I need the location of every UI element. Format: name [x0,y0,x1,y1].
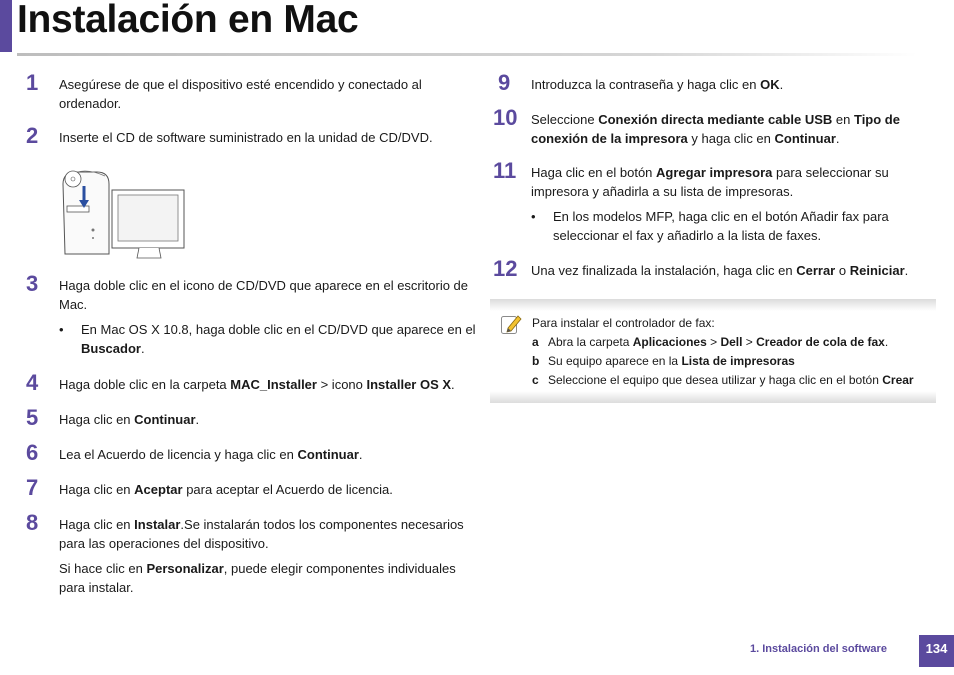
bold-term: Reiniciar [849,263,905,278]
page-title: Instalación en Mac [17,0,359,41]
text-run: En Mac OS X 10.8, haga doble clic en el CD/DVD que aparece en el [81,322,476,337]
step-number: 2 [26,123,39,148]
text-run: . [779,77,784,92]
step-bullet [531,208,931,245]
bold-term: Buscador [81,340,141,356]
text-run: Haga clic en [59,482,135,497]
note-intro: Para instalar el controlador de fax: [532,316,715,330]
text-run: para seleccionar su impresora y añadirla a su lista de impresoras. [531,165,889,199]
step-text [59,129,479,148]
text-run: Si hace clic en [59,561,147,576]
step-3 [26,271,479,358]
text-run: . [195,412,200,427]
text-run: . [884,335,889,349]
step-text [59,446,479,465]
bold-term: Aplicaciones [632,335,707,349]
note-item-c [532,371,914,390]
bold-term: Aceptar [134,482,183,497]
step-number: 10 [493,105,518,130]
text-run: . [451,377,455,392]
bold-term: Creador de cola de fax [756,335,885,349]
text-run: Seleccione [531,112,599,127]
text-run: > [742,335,757,349]
step-text [59,516,479,553]
step-text [59,76,479,113]
note-pencil-icon [500,313,522,335]
note-item-text [548,354,795,368]
bold-term: Installer OS X [366,377,452,392]
text-run: > [706,335,721,349]
note-item-b [532,352,914,371]
bold-term: Lista de impresoras [681,354,795,368]
step-number: 9 [498,70,511,95]
text-run: Haga clic en [59,412,135,427]
text-run: . [140,340,145,356]
text-run: Lea el Acuerdo de licencia y haga clic en [59,447,298,462]
note-item-text [548,373,914,387]
note-item-letter: b [532,354,540,368]
text-run: . [904,263,909,278]
step-number: 11 [493,158,517,183]
bold-term: Tipo de conexión de la impresora [531,112,900,146]
note-item-text [548,335,888,349]
cd-insert-illustration [57,162,187,260]
fax-driver-note [490,299,936,403]
step-4 [26,370,479,395]
bold-term: Cerrar [796,263,836,278]
step-text [531,164,931,201]
step-2 [26,123,479,148]
note-content [532,314,914,390]
title-divider [17,53,917,56]
step-note-paragraph [59,560,479,597]
step-number: 3 [26,271,39,296]
bold-term: Crear [882,373,914,387]
text-run: o [835,263,850,278]
page-number: 134 [919,635,954,667]
step-1 [26,70,479,113]
step-11 [493,158,931,245]
text-run: Una vez finalizada la instalación, haga clic en [531,263,797,278]
step-number: 8 [26,510,39,535]
bold-term: Conexión directa mediante cable USB [598,112,833,127]
step-text [531,262,931,281]
note-item-a [532,333,914,352]
step-7 [26,475,479,500]
text-run: > icono [316,377,367,392]
bold-term: OK [760,77,780,92]
step-5 [26,405,479,430]
step-text [531,111,931,148]
text-run: . [835,130,840,146]
step-number: 7 [26,475,39,500]
step-number: 12 [493,256,518,281]
bold-term: Agregar impresora [656,165,773,180]
text-run: y haga clic en [687,130,775,146]
bold-term: Continuar [134,412,196,427]
step-9 [498,70,931,95]
text-run: Seleccione el equipo que desea utilizar y haga clic en el botón [548,373,883,387]
step-number: 6 [26,440,39,465]
text-run: .Se instalarán todos los componentes necesarios para las operaciones del dispositivo. [59,517,464,551]
bold-term: Personalizar [146,561,224,576]
text-run: Haga clic en [59,517,135,532]
text-run: , puede elegir componentes individuales para instalar. [59,561,456,595]
text-run: en [832,112,854,127]
text-run: Abra la carpeta [548,335,633,349]
step-10 [493,105,931,148]
note-item-letter: c [532,373,539,387]
text-run: para aceptar el Acuerdo de licencia. [182,482,393,497]
step-number: 4 [26,370,39,395]
step-number: 5 [26,405,39,430]
step-12 [493,256,931,281]
text-run: . [358,447,363,462]
text-run: Haga doble clic en el icono de CD/DVD que aparece en el escritorio de Mac. [59,278,469,312]
text-run: Su equipo aparece en la [548,354,682,368]
text-run: Haga clic en el botón [531,165,657,180]
title-accent-bar [0,0,12,52]
text-run: Haga doble clic en la carpeta [59,377,231,392]
step-text [59,376,479,395]
text-run: Inserte el CD de software suministrado en la unidad de CD/DVD. [59,130,433,145]
bold-term: Continuar [774,130,836,146]
step-text [59,411,479,430]
step-bullet [59,321,479,358]
step-text [59,277,479,314]
footer-section-link[interactable]: 1. Instalación del software [750,643,887,655]
bold-term: Dell [720,335,743,349]
step-8 [26,510,479,597]
text-run: En los modelos MFP, haga clic en el botón Añadir fax para seleccionar el fax y añadirlo a la lista de faxes. [553,209,889,243]
step-number: 1 [26,70,39,95]
step-6 [26,440,479,465]
step-text [531,76,931,95]
bold-term: MAC_Installer [230,377,317,392]
text-run: Asegúrese de que el dispositivo esté encendido y conectado al ordenador. [59,77,422,111]
step-text [59,481,479,500]
note-item-letter: a [532,335,539,349]
bold-term: Continuar [297,447,359,462]
text-run: Introduzca la contraseña y haga clic en [531,77,761,92]
bold-term: Instalar [134,517,181,532]
